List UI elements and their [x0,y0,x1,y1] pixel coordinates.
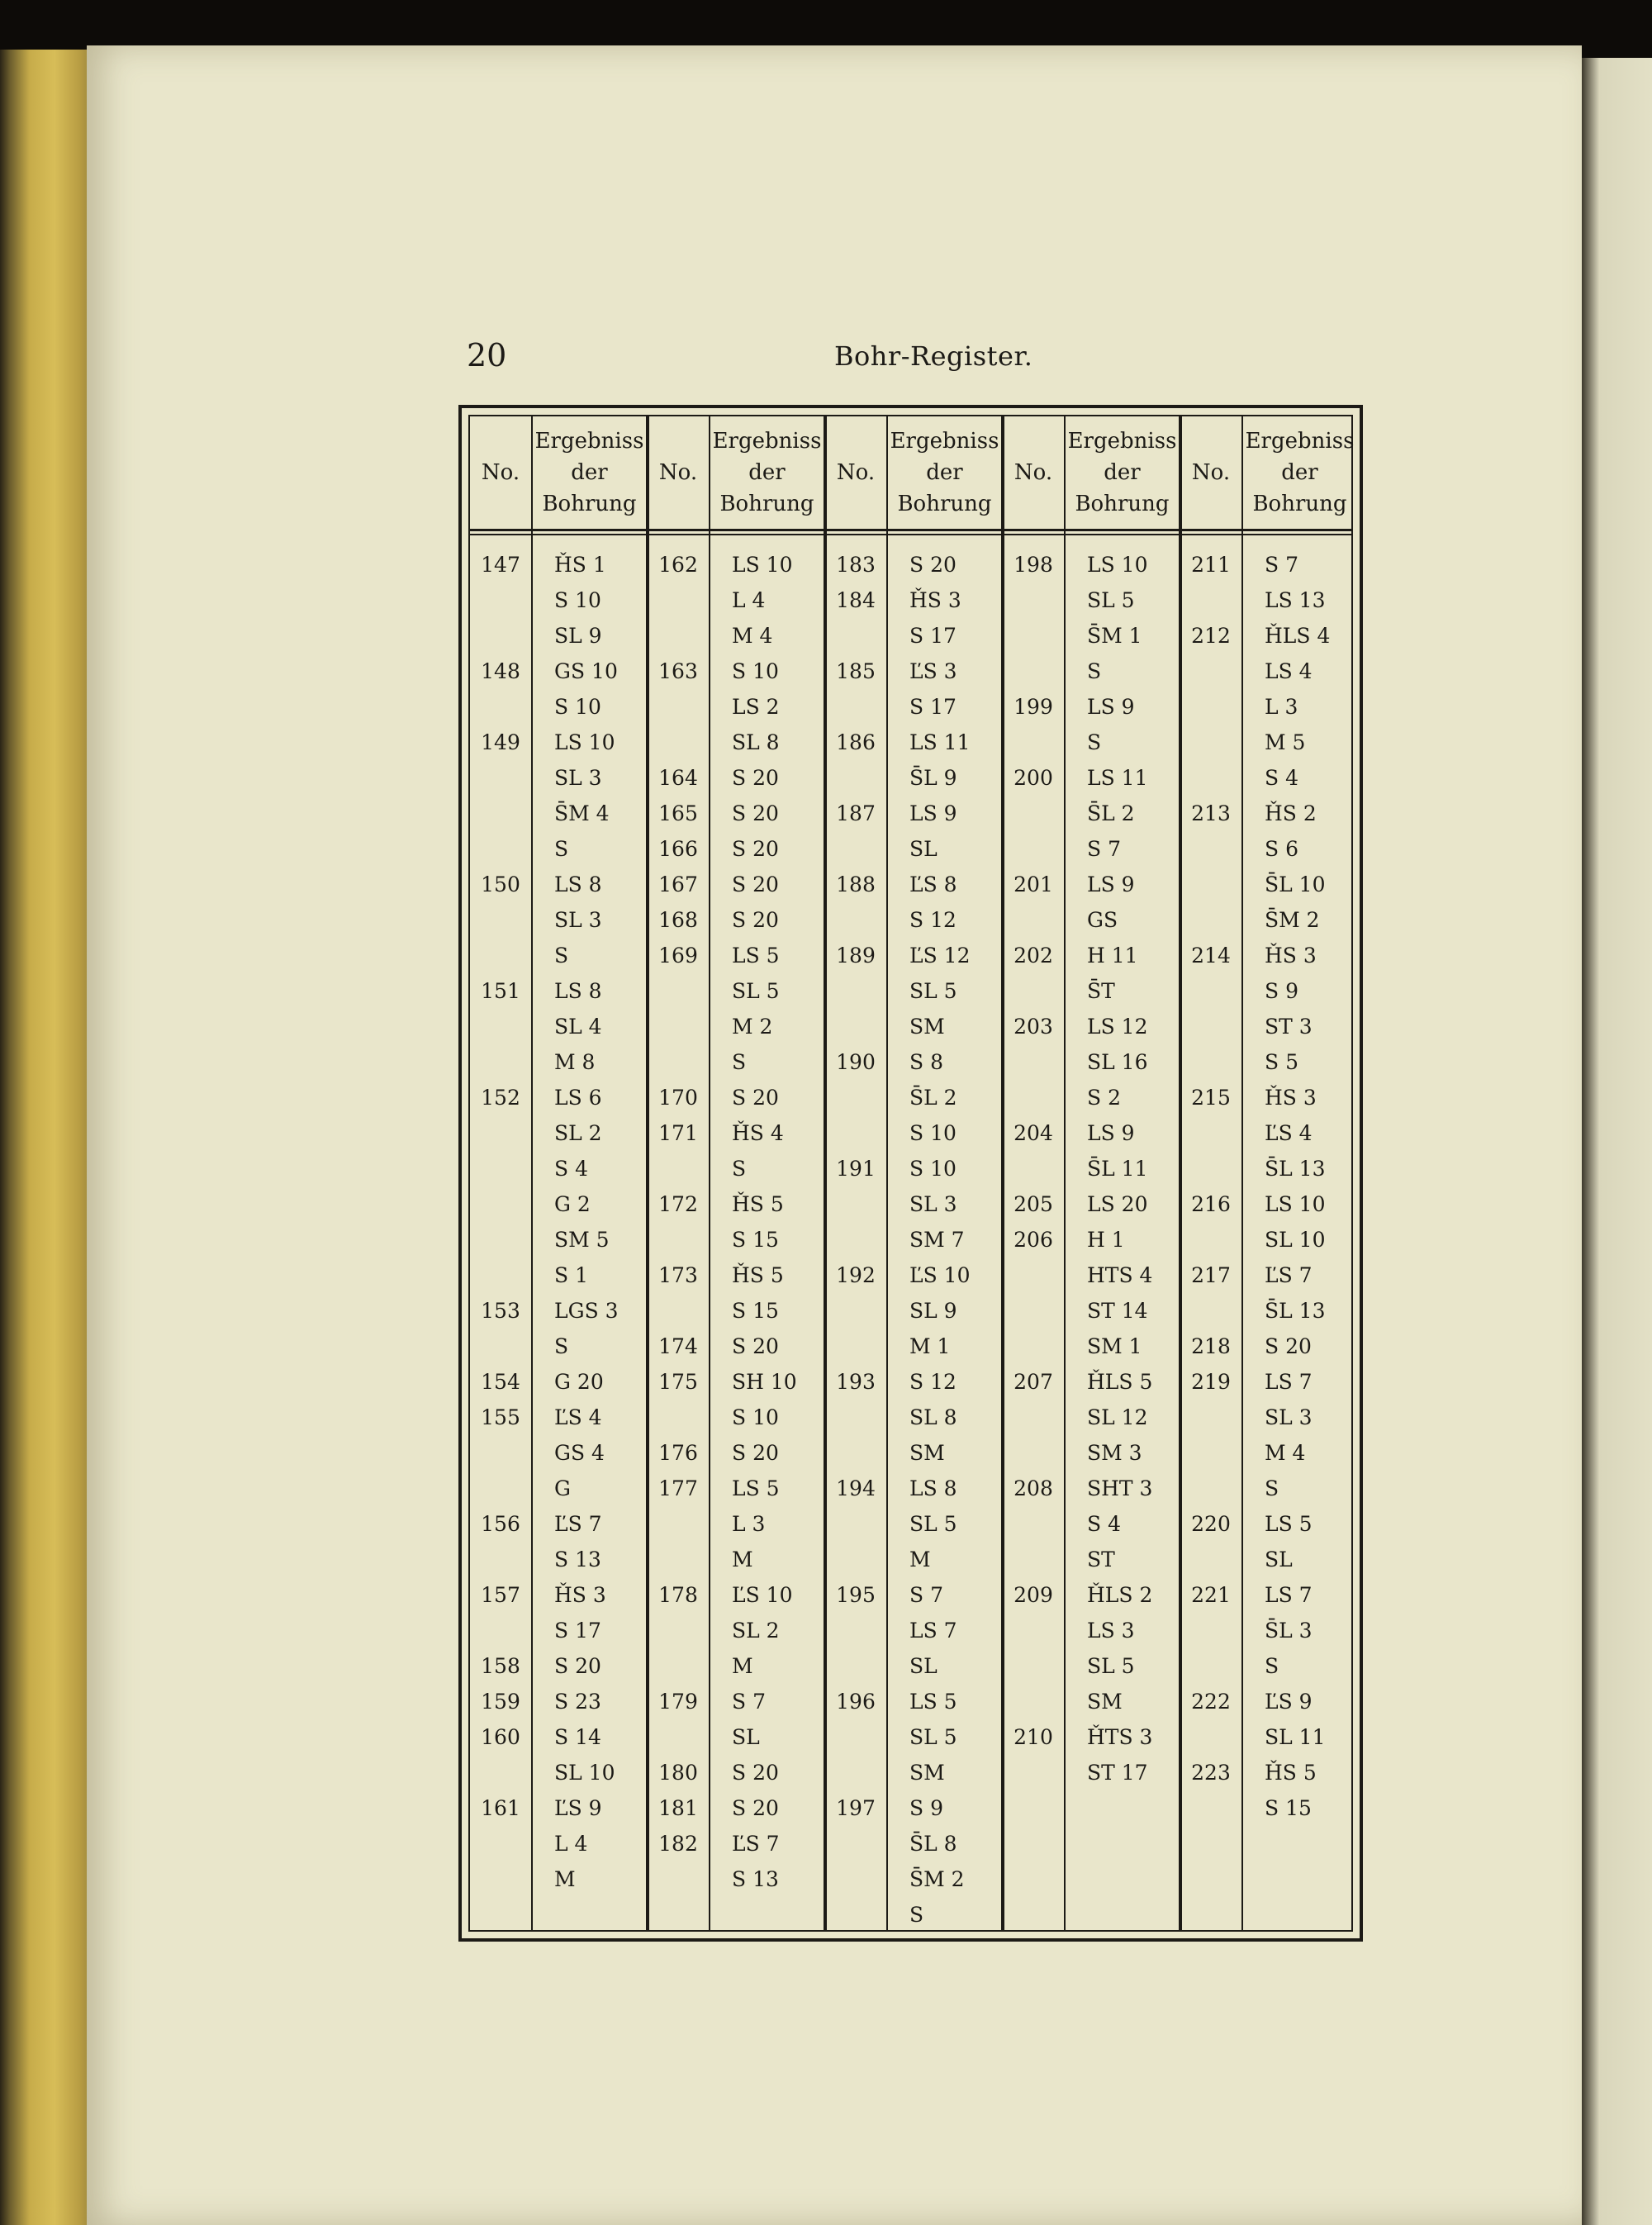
boring-result-line: S 10 [554,588,601,612]
boring-number: 200 [1014,766,1053,790]
boring-result-line: LS 2 [732,695,780,719]
boring-result-line: ST 14 [1087,1299,1148,1323]
boring-result-line: SL 8 [909,1405,957,1429]
boring-result-line: S 4 [1087,1512,1121,1536]
boring-result-line: LGS 3 [554,1299,619,1323]
boring-result-line: SL 5 [909,979,957,1003]
boring-number: 216 [1191,1192,1231,1216]
boring-result-line: SL 12 [1087,1405,1148,1429]
boring-number: 205 [1014,1192,1053,1216]
boring-result-line: S 10 [554,695,601,719]
boring-result-line: S 20 [732,1334,779,1358]
boring-number: 189 [836,944,876,967]
boring-result-line: LS 9 [1087,872,1135,896]
boring-result-line: ȞLS 2 [1087,1583,1153,1607]
boring-result-line: S̄M 4 [554,801,610,825]
boring-number: 184 [836,588,876,612]
boring-result-line: SL 5 [909,1725,957,1749]
boring-result-line: S 20 [732,1761,779,1785]
boring-result-line: SL 3 [554,766,602,790]
boring-result-line: SM [909,1015,945,1039]
boring-result-line: LS 7 [1265,1370,1313,1394]
boring-result-line: ĽS 4 [554,1405,602,1429]
column-divider [1064,416,1066,1930]
boring-result-line: S 12 [909,1370,957,1394]
boring-number: 221 [1191,1583,1231,1607]
boring-result-line: LS 5 [909,1690,957,1714]
boring-result-line: M 8 [554,1050,596,1074]
boring-result-line: S 23 [554,1690,601,1714]
boring-result-line: SL [1265,1548,1293,1571]
boring-number: 192 [836,1263,876,1287]
boring-number: 197 [836,1796,876,1820]
boring-number: 147 [481,553,520,577]
boring-result-line: SM [909,1441,945,1465]
boring-result-line: LS 4 [1265,659,1313,683]
boring-result-line: S 17 [554,1619,601,1643]
column-divider [531,416,533,1930]
boring-result-line: S [554,1334,569,1358]
boring-result-line: ȞS 5 [1265,1761,1317,1785]
boring-result-line: SL 5 [1087,588,1135,612]
boring-result-line: S 4 [1265,766,1298,790]
boring-result-line: SL 3 [1265,1405,1313,1429]
boring-number: 202 [1014,944,1053,967]
boring-number: 158 [481,1654,520,1678]
boring-result-line: SM [1087,1690,1123,1714]
boring-result-line: SL 5 [732,979,780,1003]
boring-result-line: M [909,1548,931,1571]
boring-number: 161 [481,1796,520,1820]
boring-result-line: S̄L 11 [1087,1157,1148,1181]
bohr-register-table [458,405,1363,1942]
boring-number: 213 [1191,801,1231,825]
boring-result-line: H 1 [1087,1228,1125,1252]
boring-result-line: LS 10 [554,730,615,754]
boring-result-line: L 4 [732,588,766,612]
boring-number: 195 [836,1583,876,1607]
boring-result-line: SM 1 [1087,1334,1142,1358]
boring-result-line: S 15 [732,1228,779,1252]
boring-result-line: ĽS 7 [554,1512,602,1536]
boring-result-line: ȞTS 3 [1087,1725,1153,1749]
boring-result-line: ĽS 4 [1265,1121,1313,1145]
boring-result-line: S 15 [1265,1796,1312,1820]
boring-number: 209 [1014,1583,1053,1607]
boring-result-line: SL 5 [909,1512,957,1536]
boring-result-line: S 20 [732,837,779,861]
boring-result-line: LS 9 [909,801,957,825]
header-no: No. [1191,460,1231,485]
boring-result-line: ȞS 5 [732,1192,784,1216]
header-result: Ergebniss der Bohrung [712,429,822,516]
boring-result-line: SL [732,1725,760,1749]
boring-result-line: S̄L 9 [909,766,957,790]
boring-result-line: ĽS 7 [732,1832,780,1856]
boring-result-line: S̄L 3 [1265,1619,1313,1643]
boring-number: 207 [1014,1370,1053,1394]
boring-result-line: SM 3 [1087,1441,1142,1465]
boring-result-line: S̄M 2 [1265,908,1320,932]
boring-number: 170 [658,1086,698,1110]
boring-result-line: SL 9 [554,624,602,648]
boring-result-line: S 1 [554,1263,588,1287]
boring-result-line: S̄M 2 [909,1867,965,1891]
boring-number: 155 [481,1405,520,1429]
boring-result-line: ĽS 9 [1265,1690,1313,1714]
boring-result-line: ȞS 5 [732,1263,784,1287]
boring-result-line: SL 8 [732,730,780,754]
boring-result-line: G [554,1476,571,1500]
boring-result-line: ST 3 [1265,1015,1313,1039]
boring-result-line: LS 11 [1087,766,1148,790]
boring-number: 210 [1014,1725,1053,1749]
boring-result-line: S̄L 13 [1265,1299,1326,1323]
boring-result-line: SL 9 [909,1299,957,1323]
boring-result-line: S 20 [732,801,779,825]
boring-result-line: S 6 [1265,837,1298,861]
boring-result-line: SH 10 [732,1370,797,1394]
boring-number: 149 [481,730,520,754]
boring-number: 211 [1191,553,1231,577]
boring-number: 196 [836,1690,876,1714]
boring-number: 219 [1191,1370,1231,1394]
boring-result-line: SL 5 [1087,1654,1135,1678]
boring-result-line: S 8 [909,1050,943,1074]
boring-result-line: S 20 [732,1441,779,1465]
boring-result-line: GS [1087,908,1118,932]
boring-number: 153 [481,1299,520,1323]
boring-result-line: S 20 [732,766,779,790]
header-rule-double [470,534,1351,535]
boring-result-line: S 20 [909,553,957,577]
boring-number: 193 [836,1370,876,1394]
boring-result-line: ST 17 [1087,1761,1148,1785]
boring-number: 152 [481,1086,520,1110]
boring-result-line: SL 2 [554,1121,602,1145]
boring-result-line: LS 10 [1087,553,1148,577]
boring-result-line: S 12 [909,908,957,932]
boring-result-line: S̄M 1 [1087,624,1142,648]
boring-result-line: G 2 [554,1192,591,1216]
boring-result-line: ĽS 7 [1265,1263,1313,1287]
boring-result-line: SL 16 [1087,1050,1148,1074]
boring-number: 165 [658,801,698,825]
boring-result-line: S 9 [909,1796,943,1820]
boring-number: 175 [658,1370,698,1394]
boring-number: 156 [481,1512,520,1536]
boring-result-line: S [1087,659,1102,683]
boring-result-line: ĽS 10 [909,1263,971,1287]
boring-result-line: M 4 [732,624,773,648]
boring-result-line: SL [909,1654,938,1678]
boring-result-line: LS 3 [1087,1619,1135,1643]
boring-number: 217 [1191,1263,1231,1287]
boring-result-line: SM 7 [909,1228,965,1252]
boring-result-line: S 4 [554,1157,588,1181]
boring-result-line: ST [1087,1548,1115,1571]
boring-result-line: S 20 [732,1796,779,1820]
boring-number: 159 [481,1690,520,1714]
boring-result-line: ĽS 8 [909,872,957,896]
boring-result-line: S 13 [732,1867,779,1891]
boring-result-line: H 11 [1087,944,1138,967]
boring-result-line: ȞS 1 [554,553,606,577]
boring-result-line: S̄L 10 [1265,872,1326,896]
boring-result-line: SL 10 [1265,1228,1326,1252]
boring-result-line: LS 11 [909,730,971,754]
boring-result-line: LS 9 [1087,1121,1135,1145]
boring-number: 182 [658,1832,698,1856]
boring-number: 188 [836,872,876,896]
boring-result-line: LS 5 [1265,1512,1313,1536]
boring-result-line: LS 7 [1265,1583,1313,1607]
boring-result-line: S 7 [909,1583,943,1607]
boring-result-line: SM [909,1761,945,1785]
header-result: Ergebniss der Bohrung [1245,429,1355,516]
boring-number: 172 [658,1192,698,1216]
boring-result-line: S̄L 13 [1265,1157,1326,1181]
boring-result-line: LS 10 [1265,1192,1326,1216]
column-divider [886,416,888,1930]
boring-number: 194 [836,1476,876,1500]
boring-number: 174 [658,1334,698,1358]
boring-result-line: LS 12 [1087,1015,1148,1039]
boring-number: 183 [836,553,876,577]
boring-number: 164 [658,766,698,790]
boring-result-line: ȞS 3 [909,588,961,612]
boring-result-line: M [732,1548,753,1571]
boring-number: 173 [658,1263,698,1287]
boring-result-line: LS 5 [732,1476,780,1500]
boring-result-line: LS 7 [909,1619,957,1643]
book-edge [0,50,99,2225]
boring-number: 191 [836,1157,876,1181]
boring-number: 212 [1191,624,1231,648]
boring-result-line: S̄L 8 [909,1832,957,1856]
boring-result-line: M [554,1867,576,1891]
boring-result-line: SL 10 [554,1761,615,1785]
boring-result-line: SHT 3 [1087,1476,1153,1500]
boring-number: 218 [1191,1334,1231,1358]
boring-result-line: S 20 [554,1654,601,1678]
boring-number: 169 [658,944,698,967]
boring-number: 187 [836,801,876,825]
boring-number: 185 [836,659,876,683]
boring-result-line: LS 8 [554,979,602,1003]
column-divider [1241,416,1243,1930]
boring-result-line: G 20 [554,1370,604,1394]
boring-result-line: ȞLS 4 [1265,624,1331,648]
boring-result-line: S [1265,1476,1279,1500]
boring-result-line: ȞS 3 [1265,1086,1317,1110]
boring-number: 214 [1191,944,1231,967]
boring-number: 190 [836,1050,876,1074]
boring-number: 177 [658,1476,698,1500]
boring-number: 208 [1014,1476,1053,1500]
boring-result-line: GS 10 [554,659,618,683]
boring-number: 220 [1191,1512,1231,1536]
boring-number: 163 [658,659,698,683]
boring-result-line: LS 6 [554,1086,602,1110]
boring-result-line: S 10 [909,1157,957,1181]
header-no: No. [481,460,520,485]
boring-result-line: SL 2 [732,1619,780,1643]
boring-result-line: M 5 [1265,730,1306,754]
boring-number: 198 [1014,553,1053,577]
boring-result-line: S 10 [909,1121,957,1145]
boring-result-line: S̄T [1087,979,1115,1003]
boring-result-line: S 15 [732,1299,779,1323]
boring-number: 167 [658,872,698,896]
boring-result-line: M 1 [909,1334,951,1358]
boring-result-line: S 7 [732,1690,766,1714]
boring-result-line: LS 20 [1087,1192,1148,1216]
boring-result-line: S 20 [732,908,779,932]
boring-result-line: SL [909,837,938,861]
boring-number: 178 [658,1583,698,1607]
boring-result-line: ȞS 3 [1265,944,1317,967]
boring-result-line: S 7 [1087,837,1121,861]
boring-number: 176 [658,1441,698,1465]
boring-number: 186 [836,730,876,754]
boring-result-line: M 4 [1265,1441,1306,1465]
boring-result-line: SL 11 [1265,1725,1326,1749]
boring-result-line: ĽS 10 [732,1583,793,1607]
boring-result-line: M 2 [732,1015,773,1039]
boring-result-line: S 20 [1265,1334,1312,1358]
boring-number: 215 [1191,1086,1231,1110]
boring-number: 180 [658,1761,698,1785]
boring-number: 223 [1191,1761,1231,1785]
boring-result-line: LS 10 [732,553,793,577]
boring-number: 151 [481,979,520,1003]
header-no: No. [836,460,876,485]
facing-page-edge [1582,58,1652,2225]
boring-result-line: S 14 [554,1725,601,1749]
boring-result-line: L 3 [732,1512,766,1536]
boring-result-line: S [732,1157,747,1181]
boring-number: 201 [1014,872,1053,896]
boring-result-line: LS 5 [732,944,780,967]
boring-number: 154 [481,1370,520,1394]
header-rule [470,529,1351,531]
header-result: Ergebniss der Bohrung [1067,429,1177,516]
boring-number: 181 [658,1796,698,1820]
boring-result-line: L 3 [1265,695,1298,719]
boring-result-line: SL 3 [909,1192,957,1216]
boring-number: 179 [658,1690,698,1714]
boring-result-line: S 17 [909,624,957,648]
boring-result-line: SM 5 [554,1228,610,1252]
boring-number: 160 [481,1725,520,1749]
boring-result-line: S 10 [732,1405,779,1429]
boring-result-line: S̄L 2 [1087,801,1135,825]
page-number: 20 [467,337,507,373]
boring-result-line: S 17 [909,695,957,719]
table-body [468,415,1353,1932]
boring-result-line: S̄L 2 [909,1086,957,1110]
boring-result-line: LS 9 [1087,695,1135,719]
boring-result-line: M [732,1654,753,1678]
boring-result-line: S [732,1050,747,1074]
boring-result-line: S 7 [1265,553,1298,577]
boring-result-line: LS 13 [1265,588,1326,612]
boring-result-line: S 10 [732,659,779,683]
boring-number: 148 [481,659,520,683]
boring-result-line: S 20 [732,1086,779,1110]
boring-result-line: S 9 [1265,979,1298,1003]
group-divider [1001,416,1004,1930]
boring-number: 203 [1014,1015,1053,1039]
boring-result-line: ȞLS 5 [1087,1370,1153,1394]
boring-result-line: ĽS 9 [554,1796,602,1820]
boring-result-line: S 5 [1265,1050,1298,1074]
boring-result-line: S 2 [1087,1086,1121,1110]
boring-result-line: L 4 [554,1832,588,1856]
boring-result-line: ĽS 12 [909,944,971,967]
boring-result-line: S 13 [554,1548,601,1571]
boring-result-line: ȞS 4 [732,1121,784,1145]
boring-result-line: ȞS 3 [554,1583,606,1607]
boring-result-line: HTS 4 [1087,1263,1153,1287]
boring-result-line: S [554,837,569,861]
header-no: No. [1014,460,1053,485]
boring-number: 204 [1014,1121,1053,1145]
boring-result-line: S [909,1903,924,1927]
boring-number: 168 [658,908,698,932]
column-divider [709,416,710,1930]
boring-number: 162 [658,553,698,577]
running-head: Bohr-Register. [834,340,1033,372]
boring-number: 166 [658,837,698,861]
boring-result-line: S 20 [732,872,779,896]
header-result: Ergebniss der Bohrung [534,429,644,516]
boring-number: 150 [481,872,520,896]
boring-result-line: SL 3 [554,908,602,932]
boring-number: 206 [1014,1228,1053,1252]
boring-result-line: ĽS 3 [909,659,957,683]
boring-number: 222 [1191,1690,1231,1714]
boring-number: 157 [481,1583,520,1607]
header-result: Ergebniss der Bohrung [890,429,999,516]
boring-result-line: S [1265,1654,1279,1678]
boring-result-line: GS 4 [554,1441,605,1465]
boring-result-line: LS 8 [909,1476,957,1500]
boring-result-line: S [554,944,569,967]
boring-result-line: SL 4 [554,1015,602,1039]
boring-result-line: LS 8 [554,872,602,896]
boring-result-line: ȞS 2 [1265,801,1317,825]
boring-number: 171 [658,1121,698,1145]
boring-result-line: S [1087,730,1102,754]
header-no: No. [658,460,698,485]
boring-number: 199 [1014,695,1053,719]
